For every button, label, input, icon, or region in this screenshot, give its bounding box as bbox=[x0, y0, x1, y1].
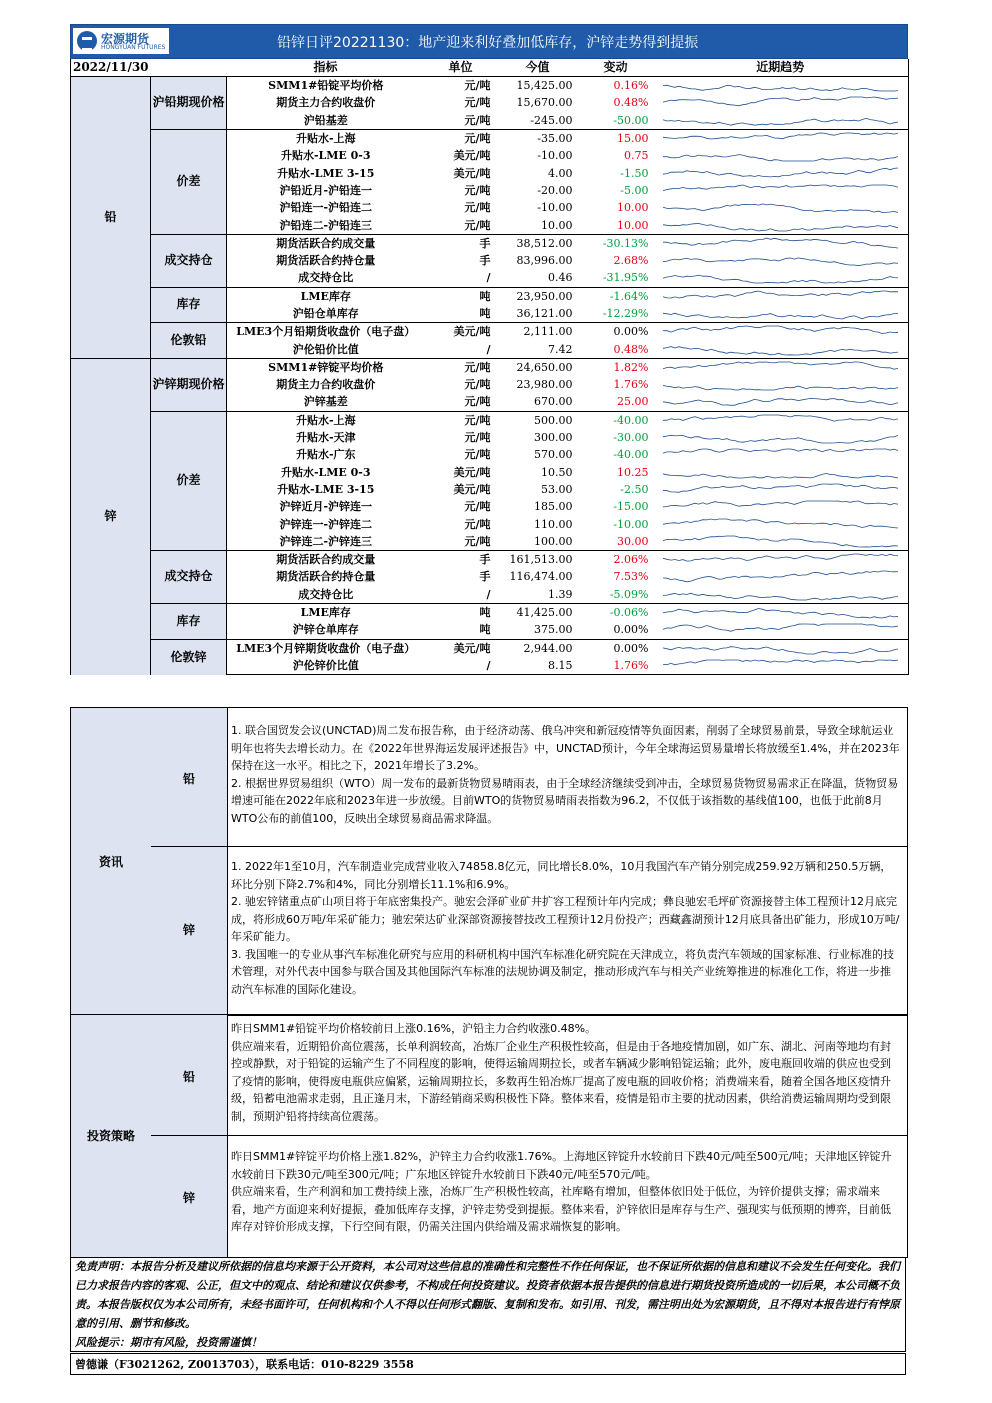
unit-cell: 美元/吨 bbox=[453, 465, 491, 479]
zinc-category-label: 锌 bbox=[71, 358, 151, 674]
news-section bbox=[70, 707, 908, 1016]
trend-sparkline-icon bbox=[653, 77, 908, 94]
trend-cell bbox=[653, 429, 909, 446]
value-cell: 500.00 bbox=[497, 411, 579, 429]
value-cell: 15,425.00 bbox=[497, 77, 579, 95]
indicator-name: LME库存 bbox=[227, 287, 425, 305]
indicator-name: 升贴水-LME 3-15 bbox=[277, 482, 375, 496]
table-row bbox=[71, 323, 909, 341]
change-cell: 10.00 bbox=[617, 218, 649, 232]
logo-mark-icon bbox=[77, 31, 97, 51]
trend-sparkline-icon bbox=[653, 147, 908, 164]
lead-category-label: 铅 bbox=[71, 77, 151, 359]
change-cell: 0.75 bbox=[624, 149, 649, 163]
change-cell: 1.76% bbox=[579, 657, 653, 675]
col-header-today: 今值 bbox=[497, 59, 579, 77]
indicator-name: 沪锌基差 bbox=[303, 395, 348, 409]
indicator-name: LME3个月铅期货收盘价（电子盘） bbox=[227, 323, 425, 341]
indicator-name: SMM1#锌锭平均价格 bbox=[227, 358, 425, 376]
table-row bbox=[71, 234, 909, 252]
company-logo: 宏源期货 HONGYUAN FUTURES bbox=[73, 28, 169, 54]
value-cell: 15,670.00 bbox=[516, 96, 573, 110]
trend-cell bbox=[653, 112, 909, 130]
change-cell: 0.00% bbox=[579, 323, 653, 341]
value-cell: 2,111.00 bbox=[497, 323, 579, 341]
change-cell: 15.00 bbox=[579, 129, 653, 147]
unit-cell: 元/吨 bbox=[425, 358, 497, 376]
trend-cell bbox=[653, 393, 909, 411]
change-cell: 2.06% bbox=[579, 551, 653, 569]
unit-cell: 元/吨 bbox=[464, 96, 491, 110]
data-table bbox=[70, 59, 909, 675]
trend-cell bbox=[653, 287, 909, 305]
trend-sparkline-icon bbox=[653, 269, 908, 286]
unit-cell: 元/吨 bbox=[425, 129, 497, 147]
table-row bbox=[71, 603, 909, 621]
value-cell: -10.00 bbox=[537, 149, 573, 163]
trend-cell bbox=[653, 164, 909, 181]
unit-cell: 手 bbox=[479, 570, 491, 584]
col-header-change: 变动 bbox=[579, 59, 653, 77]
value-cell: 110.00 bbox=[534, 517, 573, 531]
trend-cell bbox=[653, 94, 909, 111]
indicator-name: 沪锌近月-沪锌连一 bbox=[279, 500, 373, 514]
indicator-name: 期货活跃合约成交量 bbox=[227, 551, 425, 569]
trend-cell bbox=[653, 498, 909, 515]
trend-sparkline-icon bbox=[653, 533, 908, 550]
change-cell: -30.00 bbox=[613, 431, 649, 445]
value-cell: 161,513.00 bbox=[497, 551, 579, 569]
unit-cell: 手 bbox=[479, 254, 491, 268]
unit-cell: 元/吨 bbox=[464, 448, 491, 462]
trend-sparkline-icon bbox=[653, 130, 908, 147]
value-cell: 300.00 bbox=[534, 431, 573, 445]
trend-cell bbox=[653, 411, 909, 429]
indicator-name: 期货主力合约收盘价 bbox=[276, 96, 376, 110]
change-cell: 1.76% bbox=[613, 378, 649, 392]
change-cell: -15.00 bbox=[613, 500, 649, 514]
col-header-indicator: 指标 bbox=[227, 59, 425, 77]
table-row bbox=[71, 129, 909, 147]
unit-cell: / bbox=[425, 340, 497, 358]
change-cell: 0.16% bbox=[579, 77, 653, 95]
table-row bbox=[71, 411, 909, 429]
trend-sparkline-icon bbox=[653, 568, 908, 585]
unit-cell: 元/吨 bbox=[464, 500, 491, 514]
trend-sparkline-icon bbox=[653, 446, 908, 463]
value-cell: 1.39 bbox=[548, 587, 573, 601]
value-cell: 83,996.00 bbox=[516, 254, 573, 268]
indicator-name: 沪铅连二-沪铅连三 bbox=[279, 218, 373, 232]
indicator-name: 沪锌连二-沪锌连三 bbox=[279, 534, 373, 548]
indicator-name: 成交持仓比 bbox=[298, 271, 354, 285]
indicator-name: 升贴水-上海 bbox=[227, 411, 425, 429]
trend-sparkline-icon bbox=[653, 341, 908, 358]
change-cell: 0.48% bbox=[579, 340, 653, 358]
value-cell: 570.00 bbox=[534, 448, 573, 462]
unit-cell: / bbox=[486, 271, 491, 285]
table-row bbox=[71, 639, 909, 657]
trend-cell bbox=[653, 533, 909, 551]
group-label: 伦敦铅 bbox=[151, 323, 227, 359]
indicator-name: 沪锌连一-沪锌连二 bbox=[279, 517, 373, 531]
indicator-name: 沪铅连一-沪铅连二 bbox=[279, 201, 373, 215]
trend-sparkline-icon bbox=[653, 464, 908, 481]
value-cell: -20.00 bbox=[537, 183, 573, 197]
indicator-name: 沪铅基差 bbox=[303, 113, 348, 127]
value-cell: 41,425.00 bbox=[497, 603, 579, 621]
trend-cell bbox=[653, 376, 909, 393]
value-cell: 24,650.00 bbox=[497, 358, 579, 376]
indicator-name: 沪伦锌价比值 bbox=[227, 657, 425, 675]
trend-cell bbox=[653, 551, 909, 569]
trend-sparkline-icon bbox=[653, 165, 908, 182]
trend-sparkline-icon bbox=[653, 252, 908, 269]
table-row bbox=[71, 77, 909, 95]
indicator-name: 沪伦铅价比值 bbox=[227, 340, 425, 358]
trend-sparkline-icon bbox=[653, 359, 908, 376]
unit-cell: 元/吨 bbox=[425, 411, 497, 429]
trend-cell bbox=[653, 129, 909, 147]
indicator-name: 成交持仓比 bbox=[298, 587, 354, 601]
indicator-name: 期货活跃合约成交量 bbox=[227, 234, 425, 252]
unit-cell: 元/吨 bbox=[464, 431, 491, 445]
trend-sparkline-icon bbox=[653, 217, 908, 234]
group-label: 价差 bbox=[151, 129, 227, 234]
indicator-name: LME3个月锌期货收盘价（电子盘） bbox=[227, 639, 425, 657]
value-cell: 375.00 bbox=[534, 623, 573, 637]
value-cell: 4.00 bbox=[548, 166, 573, 180]
unit-cell: 美元/吨 bbox=[453, 166, 491, 180]
news-lead-label: 铅 bbox=[182, 772, 195, 786]
unit-cell: 元/吨 bbox=[464, 378, 491, 392]
trend-sparkline-icon bbox=[653, 112, 908, 129]
change-cell: -40.00 bbox=[613, 448, 649, 462]
change-cell: -1.64% bbox=[579, 287, 653, 305]
unit-cell: 元/吨 bbox=[464, 201, 491, 215]
value-cell: 0.46 bbox=[548, 271, 573, 285]
change-cell: -40.00 bbox=[579, 411, 653, 429]
change-cell: -10.00 bbox=[613, 517, 649, 531]
value-cell: 116,474.00 bbox=[509, 570, 573, 584]
change-cell: 7.53% bbox=[613, 570, 649, 584]
trend-sparkline-icon bbox=[653, 657, 908, 674]
news-zinc-text: 1. 2022年1至10月，汽车制造业完成营业收入74858.8亿元，同比增长8.0%，10月我国汽车产销分别完成259.92万辆和250.5万辆，环比分别下降2.7%和4%，同比分别增长11.1%和6.9%。 2. 驰宏锌锗重点矿山项目将于年底密集投产。驰宏会泽矿业矿井扩容工程预计年内完成；彝良驰宏毛坪矿资源接替主体工程预计12月底完成，将形成60万吨/年采矿能力；驰宏荣达矿业深部资源接替技改工程预计12月份投产；西藏鑫湖预计12月底具备出矿能力，形成10万吨/年采矿能力。 3. 我国唯一的专业从事汽车标准化研究与应用的科研机构中国汽车标准化研究院在天津成立，将负责汽车领域的国家标准、行业标准的技术管理，对外代表中国参与联合国及其他国际汽车标准的法规协调及制定，推动形成汽车与相关产业统筹推进的标准化工作，将进一步推动汽车标准的国际化建设。 bbox=[231, 860, 900, 996]
news-label: 资讯 bbox=[98, 855, 123, 869]
value-cell: 100.00 bbox=[534, 534, 573, 548]
trend-sparkline-icon bbox=[653, 498, 908, 515]
change-cell: 1.82% bbox=[579, 358, 653, 376]
trend-cell bbox=[653, 568, 909, 585]
value-cell: 23,950.00 bbox=[497, 287, 579, 305]
trend-cell bbox=[653, 657, 909, 675]
indicator-name: 升贴水-LME 0-3 bbox=[280, 149, 371, 163]
value-cell: 10.00 bbox=[541, 218, 573, 232]
group-label: 库存 bbox=[151, 603, 227, 639]
trend-sparkline-icon bbox=[653, 182, 908, 199]
trend-sparkline-icon bbox=[653, 376, 908, 393]
trend-sparkline-icon bbox=[653, 305, 908, 322]
unit-cell: / bbox=[425, 657, 497, 675]
change-cell: 10.00 bbox=[617, 201, 649, 215]
indicator-name: 升贴水-天津 bbox=[295, 431, 356, 445]
value-cell: 36,121.00 bbox=[516, 307, 573, 320]
trend-sparkline-icon bbox=[653, 621, 908, 638]
unit-cell: 元/吨 bbox=[464, 534, 491, 548]
value-cell: 670.00 bbox=[534, 395, 573, 409]
strategy-zinc-text: 昨日SMM1#锌锭平均价格上涨1.82%，沪锌主力合约收涨1.76%。上海地区锌锭升水较前日下跌40元/吨至500元/吨；天津地区锌锭升水较前日下跌30元/吨至300元/吨；广东地区锌锭升水较前日下跌40元/吨至570元/吨。 供应端来看，生产利润和加工费持续上涨，冶炼厂生产积极性较高，社库略有增加，但整体依旧处于低位，为锌价提供支撑；需求端来看，地产方面迎来利好提振，叠加低库存支撑，沪锌走势受到提振。整体来看，沪锌依旧是库存与生产、强现实与低预期的博弈，目前低库存对锌价形成支撑，下行空间有限，仍需关注国内供给端及需求端恢复的影响。 bbox=[231, 1150, 892, 1233]
trend-sparkline-icon bbox=[653, 94, 908, 111]
trend-cell bbox=[653, 199, 909, 216]
change-cell: 10.25 bbox=[617, 465, 649, 479]
trend-sparkline-icon bbox=[653, 586, 908, 603]
trend-cell bbox=[653, 639, 909, 657]
value-cell: 23,980.00 bbox=[516, 378, 573, 392]
unit-cell: 吨 bbox=[479, 307, 491, 320]
value-cell: 10.50 bbox=[541, 465, 573, 479]
col-header-trend: 近期趋势 bbox=[653, 59, 909, 77]
trend-sparkline-icon bbox=[653, 235, 908, 252]
indicator-name: 沪铅近月-沪铅连一 bbox=[279, 183, 373, 197]
indicator-name: 期货主力合约收盘价 bbox=[276, 378, 376, 392]
unit-cell: 美元/吨 bbox=[453, 482, 491, 496]
report-title: 铅锌日评20221130：地产迎来利好叠加低库存，沪锌走势得到提振 bbox=[277, 35, 699, 51]
change-cell: -50.00 bbox=[613, 113, 649, 127]
group-label: 库存 bbox=[151, 287, 227, 323]
trend-cell bbox=[653, 216, 909, 234]
change-cell: -2.50 bbox=[620, 482, 649, 496]
trend-sparkline-icon bbox=[653, 429, 908, 446]
indicator-name: 升贴水-LME 3-15 bbox=[277, 166, 375, 180]
trend-sparkline-icon bbox=[653, 393, 908, 410]
strategy-zinc-label: 锌 bbox=[182, 1191, 195, 1205]
indicator-name: SMM1#铅锭平均价格 bbox=[227, 77, 425, 95]
change-cell: -0.06% bbox=[579, 603, 653, 621]
unit-cell: 元/吨 bbox=[464, 517, 491, 531]
analyst-contact: 曾德谦（F3021262, Z0013703），联系电话：010-8229 3558 bbox=[70, 1353, 906, 1375]
unit-cell: 美元/吨 bbox=[425, 323, 497, 341]
unit-cell: 元/吨 bbox=[464, 113, 491, 127]
trend-sparkline-icon bbox=[653, 288, 908, 305]
unit-cell: 元/吨 bbox=[464, 395, 491, 409]
indicator-name: 沪铅仓单库存 bbox=[292, 307, 359, 320]
col-header-unit: 单位 bbox=[425, 59, 497, 77]
table-date: 2022/11/30 bbox=[71, 59, 151, 77]
unit-cell: 元/吨 bbox=[425, 77, 497, 95]
trend-cell bbox=[653, 147, 909, 164]
unit-cell: 元/吨 bbox=[464, 218, 491, 232]
trend-sparkline-icon bbox=[653, 516, 908, 533]
trend-sparkline-icon bbox=[653, 640, 908, 657]
trend-cell bbox=[653, 515, 909, 532]
trend-cell bbox=[653, 77, 909, 95]
trend-cell bbox=[653, 621, 909, 639]
change-cell: 25.00 bbox=[617, 395, 649, 409]
trend-cell bbox=[653, 358, 909, 376]
table-row bbox=[71, 287, 909, 305]
trend-sparkline-icon bbox=[653, 412, 908, 429]
change-cell: 0.00% bbox=[613, 623, 649, 637]
change-cell: -1.50 bbox=[620, 166, 649, 180]
group-label: 成交持仓 bbox=[151, 551, 227, 604]
trend-cell bbox=[653, 305, 909, 323]
indicator-name: 期货活跃合约持仓量 bbox=[276, 254, 376, 268]
report-header bbox=[70, 24, 908, 59]
unit-cell: 吨 bbox=[425, 603, 497, 621]
value-cell: -10.00 bbox=[537, 201, 573, 215]
trend-sparkline-icon bbox=[653, 199, 908, 216]
change-cell: -30.13% bbox=[579, 234, 653, 252]
unit-cell: 手 bbox=[425, 551, 497, 569]
unit-cell: 美元/吨 bbox=[425, 639, 497, 657]
strategy-label: 投资策略 bbox=[86, 1129, 135, 1143]
value-cell: -35.00 bbox=[497, 129, 579, 147]
change-cell: -31.95% bbox=[602, 271, 649, 285]
value-cell: 7.42 bbox=[497, 340, 579, 358]
unit-cell: / bbox=[486, 587, 491, 601]
trend-cell bbox=[653, 269, 909, 287]
group-label: 伦敦锌 bbox=[151, 639, 227, 675]
unit-cell: 吨 bbox=[425, 287, 497, 305]
change-cell: -5.09% bbox=[609, 587, 649, 601]
change-cell: 0.00% bbox=[579, 639, 653, 657]
table-row bbox=[71, 358, 909, 376]
trend-cell bbox=[653, 603, 909, 621]
strategy-lead-text: 昨日SMM1#铅锭平均价格较前日上涨0.16%，沪铅主力合约收涨0.48%。 供应端来看，近期铅价高位震荡，长单利润较高，冶炼厂企业生产积极性较高，但是由于各地疫情加剧，如广东、湖北、河南等地均有封控或静默，对于铅锭的运输产生了不同程度的影响，使得运输周期拉长，或者车辆减少影响铅锭运输；此外，废电瓶回收端的供应也受到了疫情的影响，使得废电瓶供应偏紧，运输周期拉长，多数再生铅冶炼厂提高了废电瓶的回收价格；消费端来看，随着全国各地区疫情升级，铅蓄电池需求走弱，且正逢月末，下游经销商采购积极性下降。整体来看，疫情是铅市主要的扰动因素，供给消费运输周期均受到限制，预期沪铅将持续高位震荡。 bbox=[231, 1022, 891, 1123]
value-cell: -245.00 bbox=[530, 113, 573, 127]
indicator-name: 沪锌仓单库存 bbox=[292, 623, 359, 637]
table-row bbox=[71, 551, 909, 569]
group-label: 成交持仓 bbox=[151, 234, 227, 287]
value-cell: 2,944.00 bbox=[497, 639, 579, 657]
news-zinc-label: 锌 bbox=[182, 923, 195, 937]
value-cell: 8.15 bbox=[497, 657, 579, 675]
change-cell: -12.29% bbox=[602, 307, 649, 320]
value-cell: 185.00 bbox=[534, 500, 573, 514]
strategy-section bbox=[70, 1014, 908, 1258]
value-cell: 53.00 bbox=[541, 482, 573, 496]
indicator-name: LME库存 bbox=[227, 603, 425, 621]
news-lead-text: 1. 联合国贸发会议(UNCTAD)周二发布报告称，由于经济动荡、俄乌冲突和新冠疫情等负面因素，削弱了全球贸易前景，导致全球航运业明年也将失去增长动力。在《2022年世界海运发展评述报告》中，UNCTAD预计，今年全球海运贸易量增长将放缓至1.4%，并在2023年保持在这一水平。相比之下，2021年增长了3.2%。 2. 根据世界贸易组织（WTO）周一发布的最新货物贸易晴雨表，由于全球经济继续受到冲击，全球贸易货物贸易需求正在降温，货物贸易增速可能在2022年底和2023年进一步放缓。目前WTO的货物贸易晴雨表指数为96.2，不仅低于该指数的基线值100，也低于此前8月WTO公布的前值100，反映出全球贸易商品需求降温。 bbox=[231, 724, 900, 825]
trend-cell bbox=[653, 446, 909, 463]
trend-cell bbox=[653, 234, 909, 252]
trend-cell bbox=[653, 340, 909, 358]
change-cell: 30.00 bbox=[617, 534, 649, 548]
unit-cell: 美元/吨 bbox=[453, 149, 491, 163]
group-label: 价差 bbox=[151, 411, 227, 550]
indicator-name: 升贴水-LME 0-3 bbox=[280, 465, 371, 479]
trend-cell bbox=[653, 481, 909, 498]
trend-cell bbox=[653, 182, 909, 199]
trend-cell bbox=[653, 323, 909, 341]
indicator-name: 升贴水-上海 bbox=[227, 129, 425, 147]
trend-cell bbox=[653, 464, 909, 481]
indicator-name: 期货活跃合约持仓量 bbox=[276, 570, 376, 584]
trend-sparkline-icon bbox=[653, 551, 908, 568]
unit-cell: 吨 bbox=[479, 623, 491, 637]
change-cell: 0.48% bbox=[613, 96, 649, 110]
change-cell: -5.00 bbox=[620, 183, 649, 197]
trend-cell bbox=[653, 586, 909, 604]
trend-sparkline-icon bbox=[653, 481, 908, 498]
trend-sparkline-icon bbox=[653, 604, 908, 621]
group-label: 沪铅期现价格 bbox=[151, 77, 227, 130]
unit-cell: 元/吨 bbox=[464, 183, 491, 197]
unit-cell: 手 bbox=[425, 234, 497, 252]
strategy-lead-label: 铅 bbox=[182, 1070, 195, 1084]
indicator-name: 升贴水-广东 bbox=[295, 448, 356, 462]
group-label: 沪锌期现价格 bbox=[151, 358, 227, 411]
value-cell: 38,512.00 bbox=[497, 234, 579, 252]
change-cell: 2.68% bbox=[613, 254, 649, 268]
trend-cell bbox=[653, 252, 909, 269]
trend-sparkline-icon bbox=[653, 323, 908, 340]
disclaimer: 免责声明：本报告分析及建议所依据的信息均来源于公开资料，本公司对这些信息的准确性和完整性不作任何保证，也不保证所依据的信息和建议不会发生任何变化。我们已力求报告内容的客观、公正，但文中的观点、结论和建议仅供参考，不构成任何投资建议。投资者依据本报告提供的信息进行期货投资所造成的一切后果，本公司概不负责。本报告版权仅为本公司所有，未经书面许可，任何机构和个人不得以任何形式翻版、复制和发布。如引用、刊发，需注明出处为宏源期货，且不得对本报告进行有悖原意的引用、删节和修改。 风险提示：期市有风险，投资需谨慎！ bbox=[70, 1257, 906, 1352]
